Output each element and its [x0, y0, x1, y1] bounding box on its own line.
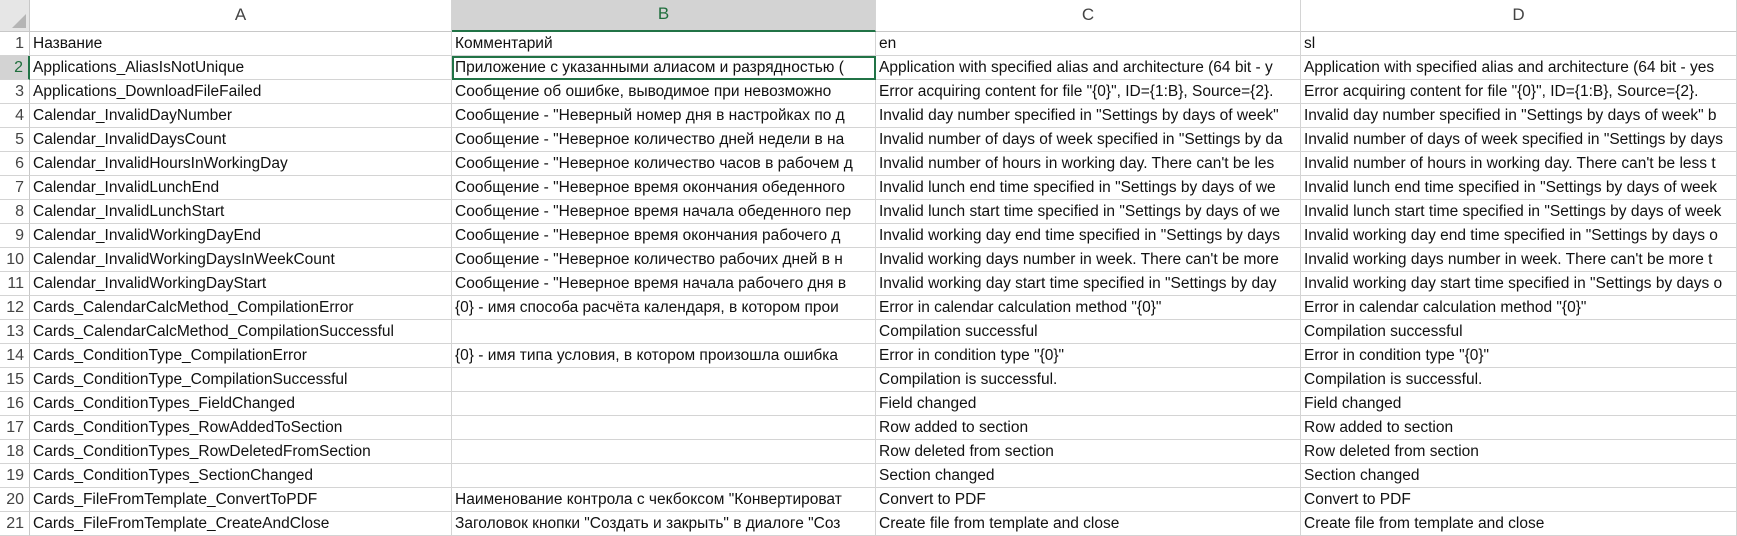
cell-d[interactable]: Invalid working day end time specified in "Settings by days o [1301, 224, 1737, 248]
cell-b[interactable]: Комментарий [452, 32, 876, 56]
cell-c[interactable]: Convert to PDF [876, 488, 1301, 512]
row-header[interactable]: 3 [0, 80, 30, 104]
cell-a[interactable]: Cards_CalendarCalcMethod_CompilationSuccessful [30, 320, 452, 344]
cell-b[interactable] [452, 368, 876, 392]
cell-a[interactable]: Calendar_InvalidWorkingDayEnd [30, 224, 452, 248]
cell-d[interactable]: Convert to PDF [1301, 488, 1737, 512]
cell-c[interactable]: Row added to section [876, 416, 1301, 440]
cell-d[interactable]: sl [1301, 32, 1737, 56]
cell-a[interactable]: Cards_ConditionTypes_FieldChanged [30, 392, 452, 416]
row-header[interactable]: 20 [0, 488, 30, 512]
cell-d[interactable]: Field changed [1301, 392, 1737, 416]
column-header-b[interactable]: B [452, 0, 876, 32]
row-header[interactable]: 11 [0, 272, 30, 296]
cell-c[interactable]: Invalid working days number in week. There can't be more [876, 248, 1301, 272]
cell-c[interactable]: Invalid number of days of week specified in "Settings by da [876, 128, 1301, 152]
cell-c[interactable]: Invalid working day start time specified in "Settings by day [876, 272, 1301, 296]
row-header[interactable]: 14 [0, 344, 30, 368]
cell-c[interactable]: Invalid lunch start time specified in "Settings by days of we [876, 200, 1301, 224]
row-header[interactable]: 18 [0, 440, 30, 464]
row-header[interactable]: 8 [0, 200, 30, 224]
cell-c[interactable]: Error acquiring content for file "{0}", ID={1:B}, Source={2}. [876, 80, 1301, 104]
cell-c[interactable]: Section changed [876, 464, 1301, 488]
row-header[interactable]: 10 [0, 248, 30, 272]
cell-d[interactable]: Invalid lunch end time specified in "Settings by days of week [1301, 176, 1737, 200]
column-header-d[interactable]: D [1301, 0, 1737, 32]
cell-b[interactable] [452, 464, 876, 488]
column-header-a[interactable]: A [30, 0, 452, 32]
cell-c[interactable]: Invalid working day end time specified in "Settings by days [876, 224, 1301, 248]
cell-c[interactable]: Invalid day number specified in "Settings by days of week" [876, 104, 1301, 128]
cell-c[interactable]: Invalid lunch end time specified in "Settings by days of we [876, 176, 1301, 200]
cell-c[interactable]: Error in condition type "{0}" [876, 344, 1301, 368]
cell-b[interactable]: Наименование контрола с чекбоксом "Конвертироват [452, 488, 876, 512]
cell-d[interactable]: Error in calendar calculation method "{0}" [1301, 296, 1737, 320]
cell-b[interactable]: {0} - имя способа расчёта календаря, в котором прои [452, 296, 876, 320]
cell-b[interactable] [452, 416, 876, 440]
cell-a[interactable]: Cards_FileFromTemplate_CreateAndClose [30, 512, 452, 536]
cell-d[interactable]: Invalid lunch start time specified in "Settings by days of week [1301, 200, 1737, 224]
cell-c[interactable]: en [876, 32, 1301, 56]
cell-b[interactable]: Сообщение - "Неверное время окончания обеденного [452, 176, 876, 200]
row-header[interactable]: 15 [0, 368, 30, 392]
cell-d[interactable]: Invalid working day start time specified in "Settings by days o [1301, 272, 1737, 296]
cell-c[interactable]: Invalid number of hours in working day. There can't be les [876, 152, 1301, 176]
row-header[interactable]: 9 [0, 224, 30, 248]
row-header[interactable]: 2 [0, 56, 30, 80]
cell-c[interactable]: Create file from template and close [876, 512, 1301, 536]
cell-b[interactable] [452, 440, 876, 464]
cell-d[interactable]: Compilation successful [1301, 320, 1737, 344]
cell-c[interactable]: Compilation successful [876, 320, 1301, 344]
cell-b[interactable]: Сообщение - "Неверное количество часов в рабочем д [452, 152, 876, 176]
cell-b[interactable]: {0} - имя типа условия, в котором произошла ошибка [452, 344, 876, 368]
cell-a[interactable]: Cards_ConditionTypes_SectionChanged [30, 464, 452, 488]
cell-c[interactable]: Application with specified alias and architecture (64 bit - y [876, 56, 1301, 80]
cell-d[interactable]: Invalid day number specified in "Settings by days of week" b [1301, 104, 1737, 128]
cell-c[interactable]: Error in calendar calculation method "{0}" [876, 296, 1301, 320]
cell-b[interactable]: Сообщение - "Неверное количество дней недели в на [452, 128, 876, 152]
cell-c[interactable]: Row deleted from section [876, 440, 1301, 464]
cell-a[interactable]: Cards_ConditionTypes_RowAddedToSection [30, 416, 452, 440]
cell-a[interactable]: Applications_AliasIsNotUnique [30, 56, 452, 80]
cell-a[interactable]: Calendar_InvalidDayNumber [30, 104, 452, 128]
row-header[interactable]: 12 [0, 296, 30, 320]
cell-a[interactable]: Calendar_InvalidLunchEnd [30, 176, 452, 200]
cell-d[interactable]: Error acquiring content for file "{0}", ID={1:B}, Source={2}. [1301, 80, 1737, 104]
cell-d[interactable]: Application with specified alias and architecture (64 bit - yes [1301, 56, 1737, 80]
cell-a[interactable]: Calendar_InvalidWorkingDayStart [30, 272, 452, 296]
cell-a[interactable]: Calendar_InvalidDaysCount [30, 128, 452, 152]
row-header[interactable]: 7 [0, 176, 30, 200]
cell-b[interactable]: Сообщение - "Неверное время начала рабочего дня в [452, 272, 876, 296]
cell-d[interactable]: Create file from template and close [1301, 512, 1737, 536]
cell-d[interactable]: Invalid number of hours in working day. There can't be less t [1301, 152, 1737, 176]
cell-b[interactable] [452, 320, 876, 344]
cell-a[interactable]: Cards_ConditionTypes_RowDeletedFromSection [30, 440, 452, 464]
cell-b[interactable]: Сообщение - "Неверный номер дня в настройках по д [452, 104, 876, 128]
cell-b[interactable]: Сообщение - "Неверное время окончания рабочего д [452, 224, 876, 248]
row-header[interactable]: 6 [0, 152, 30, 176]
cell-d[interactable]: Section changed [1301, 464, 1737, 488]
cell-b[interactable]: Приложение с указанными алиасом и разрядностью ( [452, 56, 876, 80]
select-all-corner[interactable] [0, 0, 30, 32]
cell-a[interactable]: Cards_FileFromTemplate_ConvertToPDF [30, 488, 452, 512]
row-header[interactable]: 19 [0, 464, 30, 488]
cell-d[interactable]: Error in condition type "{0}" [1301, 344, 1737, 368]
cell-a[interactable]: Calendar_InvalidHoursInWorkingDay [30, 152, 452, 176]
row-header[interactable]: 13 [0, 320, 30, 344]
cell-c[interactable]: Field changed [876, 392, 1301, 416]
row-header[interactable]: 21 [0, 512, 30, 536]
cell-a[interactable]: Cards_ConditionType_CompilationSuccessful [30, 368, 452, 392]
row-header[interactable]: 16 [0, 392, 30, 416]
row-header[interactable]: 5 [0, 128, 30, 152]
cell-d[interactable]: Compilation is successful. [1301, 368, 1737, 392]
cell-b[interactable]: Сообщение об ошибке, выводимое при невозможно [452, 80, 876, 104]
cell-b[interactable]: Заголовок кнопки "Создать и закрыть" в диалоге "Соз [452, 512, 876, 536]
cell-d[interactable]: Invalid number of days of week specified in "Settings by days [1301, 128, 1737, 152]
cell-a[interactable]: Calendar_InvalidLunchStart [30, 200, 452, 224]
row-header[interactable]: 17 [0, 416, 30, 440]
cell-c[interactable]: Compilation is successful. [876, 368, 1301, 392]
cell-a[interactable]: Applications_DownloadFileFailed [30, 80, 452, 104]
cell-d[interactable]: Row added to section [1301, 416, 1737, 440]
cell-a[interactable]: Calendar_InvalidWorkingDaysInWeekCount [30, 248, 452, 272]
cell-a[interactable]: Cards_CalendarCalcMethod_CompilationError [30, 296, 452, 320]
cell-d[interactable]: Row deleted from section [1301, 440, 1737, 464]
cell-b[interactable] [452, 392, 876, 416]
column-header-c[interactable]: C [876, 0, 1301, 32]
cell-a[interactable]: Название [30, 32, 452, 56]
cell-d[interactable]: Invalid working days number in week. There can't be more t [1301, 248, 1737, 272]
cell-b[interactable]: Сообщение - "Неверное время начала обеденного пер [452, 200, 876, 224]
cell-b[interactable]: Сообщение - "Неверное количество рабочих дней в н [452, 248, 876, 272]
row-header[interactable]: 1 [0, 32, 30, 56]
cell-a[interactable]: Cards_ConditionType_CompilationError [30, 344, 452, 368]
row-header[interactable]: 4 [0, 104, 30, 128]
